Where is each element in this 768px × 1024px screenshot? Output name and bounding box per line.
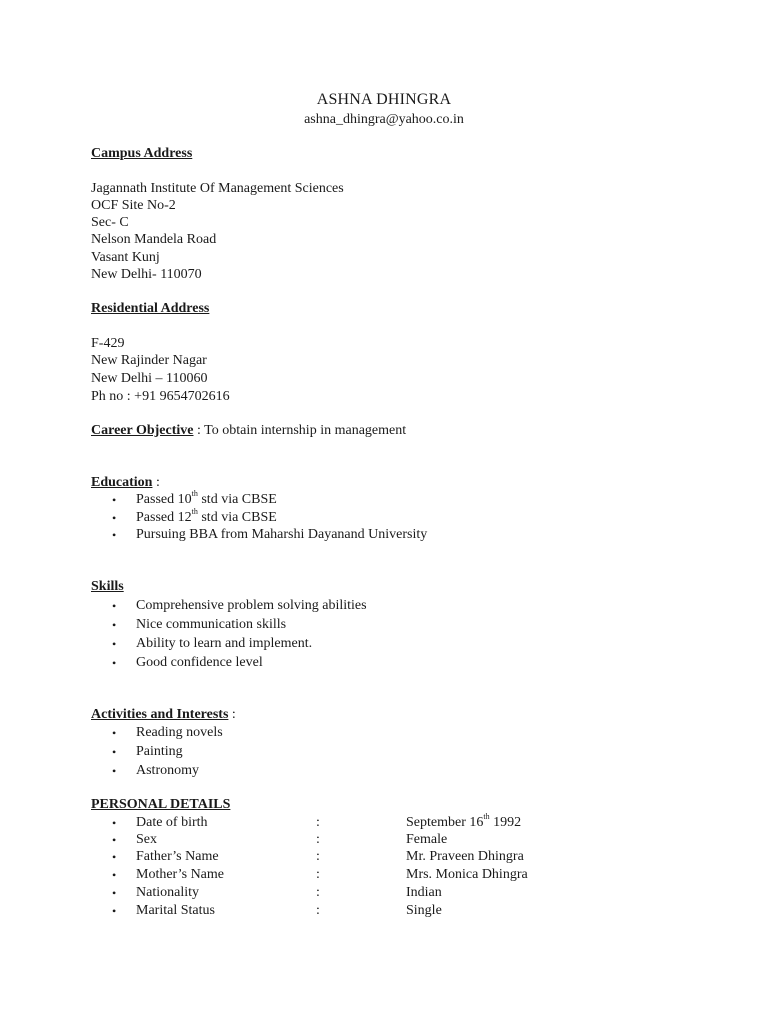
campus-address-line: OCF Site No-2 <box>91 198 176 213</box>
bullet-icon: • <box>112 528 117 542</box>
activity-item: Astronomy <box>136 763 199 778</box>
detail-separator: : <box>316 815 320 830</box>
campus-address-line: Vasant Kunj <box>91 250 160 265</box>
activities-heading-suffix: : <box>228 707 236 722</box>
resume-name: ASHNA DHINGRA <box>316 91 452 108</box>
bullet-icon: • <box>112 850 117 864</box>
residential-address-line: F-429 <box>91 336 125 351</box>
bullet-icon: • <box>112 886 117 900</box>
skill-item: Ability to learn and implement. <box>136 636 313 651</box>
activity-item: Reading novels <box>136 725 223 740</box>
bullet-icon: • <box>112 816 117 830</box>
activities-heading-line <box>91 707 236 723</box>
bullet-icon: • <box>112 637 117 651</box>
bullet-icon: • <box>112 656 117 670</box>
email-address: ashna_dhingra@yahoo.co.in <box>304 112 464 127</box>
career-objective-heading: Career Objective <box>91 423 194 438</box>
bullet-icon: • <box>112 764 117 778</box>
education-heading-line <box>91 475 160 491</box>
detail-label: Mother’s Name <box>136 867 224 882</box>
residential-address-heading: Residential Address <box>91 301 210 316</box>
bullet-icon: • <box>112 904 117 918</box>
detail-label: Nationality <box>136 885 199 900</box>
campus-address-line: New Delhi- 110070 <box>91 267 202 282</box>
education-item: Passed 12th std via CBSE <box>136 507 277 525</box>
education-heading-suffix: : <box>152 475 160 490</box>
bullet-icon: • <box>112 833 117 847</box>
bullet-icon: • <box>112 618 117 632</box>
campus-address-line: Nelson Mandela Road <box>91 232 217 247</box>
bullet-icon: • <box>112 745 117 759</box>
detail-value: Mr. Praveen Dhingra <box>406 849 524 864</box>
activity-item: Painting <box>136 744 183 759</box>
campus-address-heading: Campus Address <box>91 146 193 161</box>
education-item: Pursuing BBA from Maharshi Dayanand University <box>136 527 428 542</box>
skill-item: Comprehensive problem solving abilities <box>136 598 367 613</box>
detail-value: Female <box>406 832 448 847</box>
skill-item: Nice communication skills <box>136 617 287 632</box>
career-objective <box>91 423 406 439</box>
detail-value: Single <box>406 903 442 918</box>
detail-label: Marital Status <box>136 903 215 918</box>
residential-address-line: New Delhi – 110060 <box>91 371 208 386</box>
detail-separator: : <box>316 849 320 864</box>
activities-heading: Activities and Interests <box>91 707 229 722</box>
detail-value: Mrs. Monica Dhingra <box>406 867 528 882</box>
education-heading: Education <box>91 475 153 490</box>
campus-address-line: Jagannath Institute Of Management Sciences <box>91 181 344 196</box>
detail-value: Indian <box>406 885 442 900</box>
detail-label: Father’s Name <box>136 849 219 864</box>
bullet-icon: • <box>112 599 117 613</box>
education-item: Passed 10th std via CBSE <box>136 489 277 507</box>
phone-number: Ph no : +91 9654702616 <box>91 389 230 404</box>
skills-heading: Skills <box>91 579 124 594</box>
detail-separator: : <box>316 885 320 900</box>
bullet-icon: • <box>112 868 117 882</box>
bullet-icon: • <box>112 493 117 507</box>
detail-separator: : <box>316 903 320 918</box>
career-objective-text: : To obtain internship in management <box>193 423 407 438</box>
detail-label: Sex <box>136 832 157 847</box>
campus-address-line: Sec- C <box>91 215 129 230</box>
detail-separator: : <box>316 832 320 847</box>
skill-item: Good confidence level <box>136 655 263 670</box>
detail-label: Date of birth <box>136 815 208 830</box>
bullet-icon: • <box>112 511 117 525</box>
personal-details-heading: PERSONAL DETAILS <box>91 797 231 812</box>
detail-separator: : <box>316 867 320 882</box>
detail-value: September 16th 1992 <box>406 812 522 830</box>
bullet-icon: • <box>112 726 117 740</box>
residential-address-line: New Rajinder Nagar <box>91 353 207 368</box>
